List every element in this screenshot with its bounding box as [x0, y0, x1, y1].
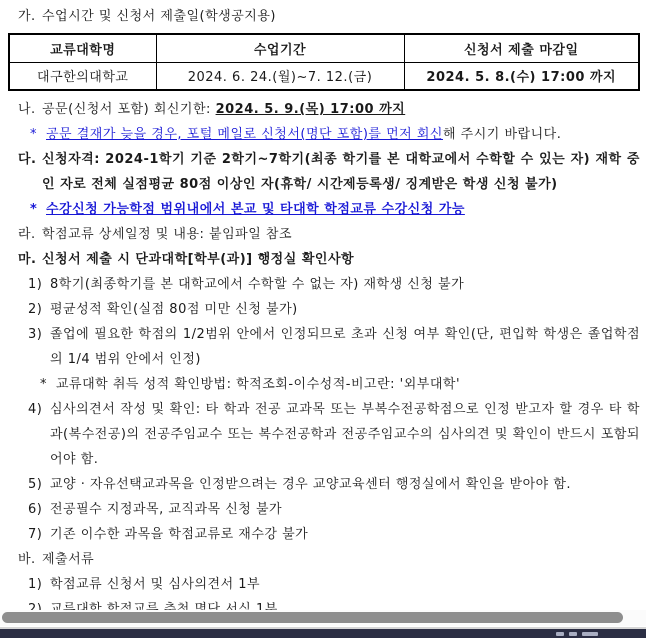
ma-item-3-num: 3): [28, 327, 43, 342]
ma-item-7-text: 기존 이수한 과목을 학점교류로 재수강 불가: [50, 527, 309, 542]
partial-glyph-icon: [569, 632, 577, 636]
section-da: [18, 147, 640, 197]
ma-item-3: [18, 322, 640, 372]
cell-deadline: 2024. 5. 8.(수) 17:00 까지: [404, 62, 639, 90]
statusbar-page-indicator-partial: [556, 632, 598, 636]
col-header-deadline: 신청서 제출 마감일: [404, 34, 639, 62]
ma-item-6-num: 6): [28, 502, 43, 517]
na-note-link: 공문 결재가 늦을 경우, 포털 메일로 신청서(명단 포함)를 먼저 회신: [46, 127, 443, 142]
section-ra-label: 라.: [18, 227, 36, 242]
ma-item-7: [18, 522, 640, 547]
ma-item-2: [18, 297, 640, 322]
section-ba-title: 제출서류: [42, 552, 95, 567]
na-note-tail: 해 주시기 바랍니다.: [442, 127, 562, 142]
ma-item-3-subnote: [18, 372, 640, 397]
ma-item-7-num: 7): [28, 527, 43, 542]
da-note-star: *: [30, 202, 38, 217]
ma-item-2-text: 평균성적 확인(실점 80점 미만 신청 불가): [50, 302, 298, 317]
ma-item-5-text: 교양 · 자유선택교과목을 인정받으려는 경우 교양교육센터 행정실에서 확인을 받아야 함.: [50, 477, 572, 492]
section-ma-label: 마.: [18, 252, 37, 267]
ma-item-4-num: 4): [28, 402, 43, 417]
cell-university: 대구한의대학교: [9, 62, 156, 90]
partial-glyph-icon: [582, 632, 598, 636]
section-na: [18, 97, 640, 122]
section-ba-label: 바.: [18, 552, 36, 567]
document-body: [0, 2, 646, 622]
ba-item-1: [18, 572, 640, 597]
ma-item-1: [18, 272, 640, 297]
ma-item-1-text: 8학기(최종학기를 본 대학교에서 수학할 수 없는 자) 재학생 신청 불가: [50, 277, 465, 292]
ba-item-1-num: 1): [28, 577, 43, 592]
ma-item-2-num: 2): [28, 302, 43, 317]
section-da-text: 신청자격: 2024-1학기 기준 2학기~7학기(최종 학기를 본 대학교에서 수학할 수 있는 자) 재학 중인 자로 전체 실점평균 80점 이상인 자(휴학/ 시간제등록생/ 징계받은 학생 신청 불가): [42, 152, 640, 192]
ba-item-1-text: 학점교류 신청서 및 심사의견서 1부: [50, 577, 261, 592]
ma-item-3-substar: *: [40, 377, 47, 392]
ma-item-5: [18, 472, 640, 497]
table-row: [9, 62, 639, 90]
section-ga-label: 가.: [18, 9, 36, 24]
section-na-label: 나.: [18, 102, 36, 117]
statusbar: [0, 629, 646, 638]
horizontal-scrollbar-track[interactable]: [0, 610, 646, 626]
section-na-text: [42, 97, 640, 122]
horizontal-scrollbar-thumb[interactable]: [2, 612, 623, 623]
ma-item-5-num: 5): [28, 477, 43, 492]
na-note-star: *: [30, 127, 37, 142]
section-ra-text: 학점교류 상세일정 및 내용: 붙임파일 참조: [42, 227, 293, 242]
cell-period: 2024. 6. 24.(월)~7. 12.(금): [156, 62, 404, 90]
table-header-row: [9, 34, 639, 62]
ma-item-6-text: 전공필수 지정과목, 교직과목 신청 불가: [50, 502, 283, 517]
section-ba: [18, 547, 640, 572]
col-header-period: 수업기간: [156, 34, 404, 62]
na-deadline: 2024. 5. 9.(목) 17:00 까지: [215, 102, 406, 117]
section-ga: [18, 4, 640, 29]
section-ra: [18, 222, 640, 247]
section-da-note: [18, 197, 640, 222]
section-da-label: 다.: [18, 152, 37, 167]
ma-item-4-text: 심사의견서 작성 및 확인: 타 학과 전공 교과목 또는 부복수전공학점으로 인정 받고자 할 경우 타 학과(복수전공)의 전공주임교수 또는 복수전공학과 전공주임교수의 심사의견 및 확인이 반드시 포함되어야 함.: [50, 402, 640, 467]
ma-item-3-subnote-text: 교류대학 취득 성적 확인방법: 학적조회-이수성적-비고란: '외부대학': [56, 377, 461, 392]
na-note-text: [46, 122, 640, 147]
section-ga-title: 수업시간 및 신청서 제출일(학생공지용): [42, 9, 276, 24]
ma-item-1-num: 1): [28, 277, 43, 292]
ma-item-3-text: 졸업에 필요한 학점의 1/2범위 안에서 인정되므로 초과 신청 여부 확인(단, 편입학 학생은 졸업학점의 1/4 범위 안에서 인정): [50, 327, 640, 367]
col-header-university: 교류대학명: [9, 34, 156, 62]
section-na-note: [18, 122, 640, 147]
na-lead: 공문(신청서 포함) 회신기한:: [42, 102, 216, 117]
da-note-text: 수강신청 가능학점 범위내에서 본교 및 타대학 학점교류 수강신청 가능: [46, 202, 465, 217]
partial-glyph-icon: [556, 632, 564, 636]
schedule-table: [8, 33, 640, 91]
ma-item-6: [18, 497, 640, 522]
ma-item-4: [18, 397, 640, 472]
section-ma: [18, 247, 640, 272]
section-ma-title: 신청서 제출 시 단과대학[학부(과)] 행정실 확인사항: [42, 252, 355, 267]
